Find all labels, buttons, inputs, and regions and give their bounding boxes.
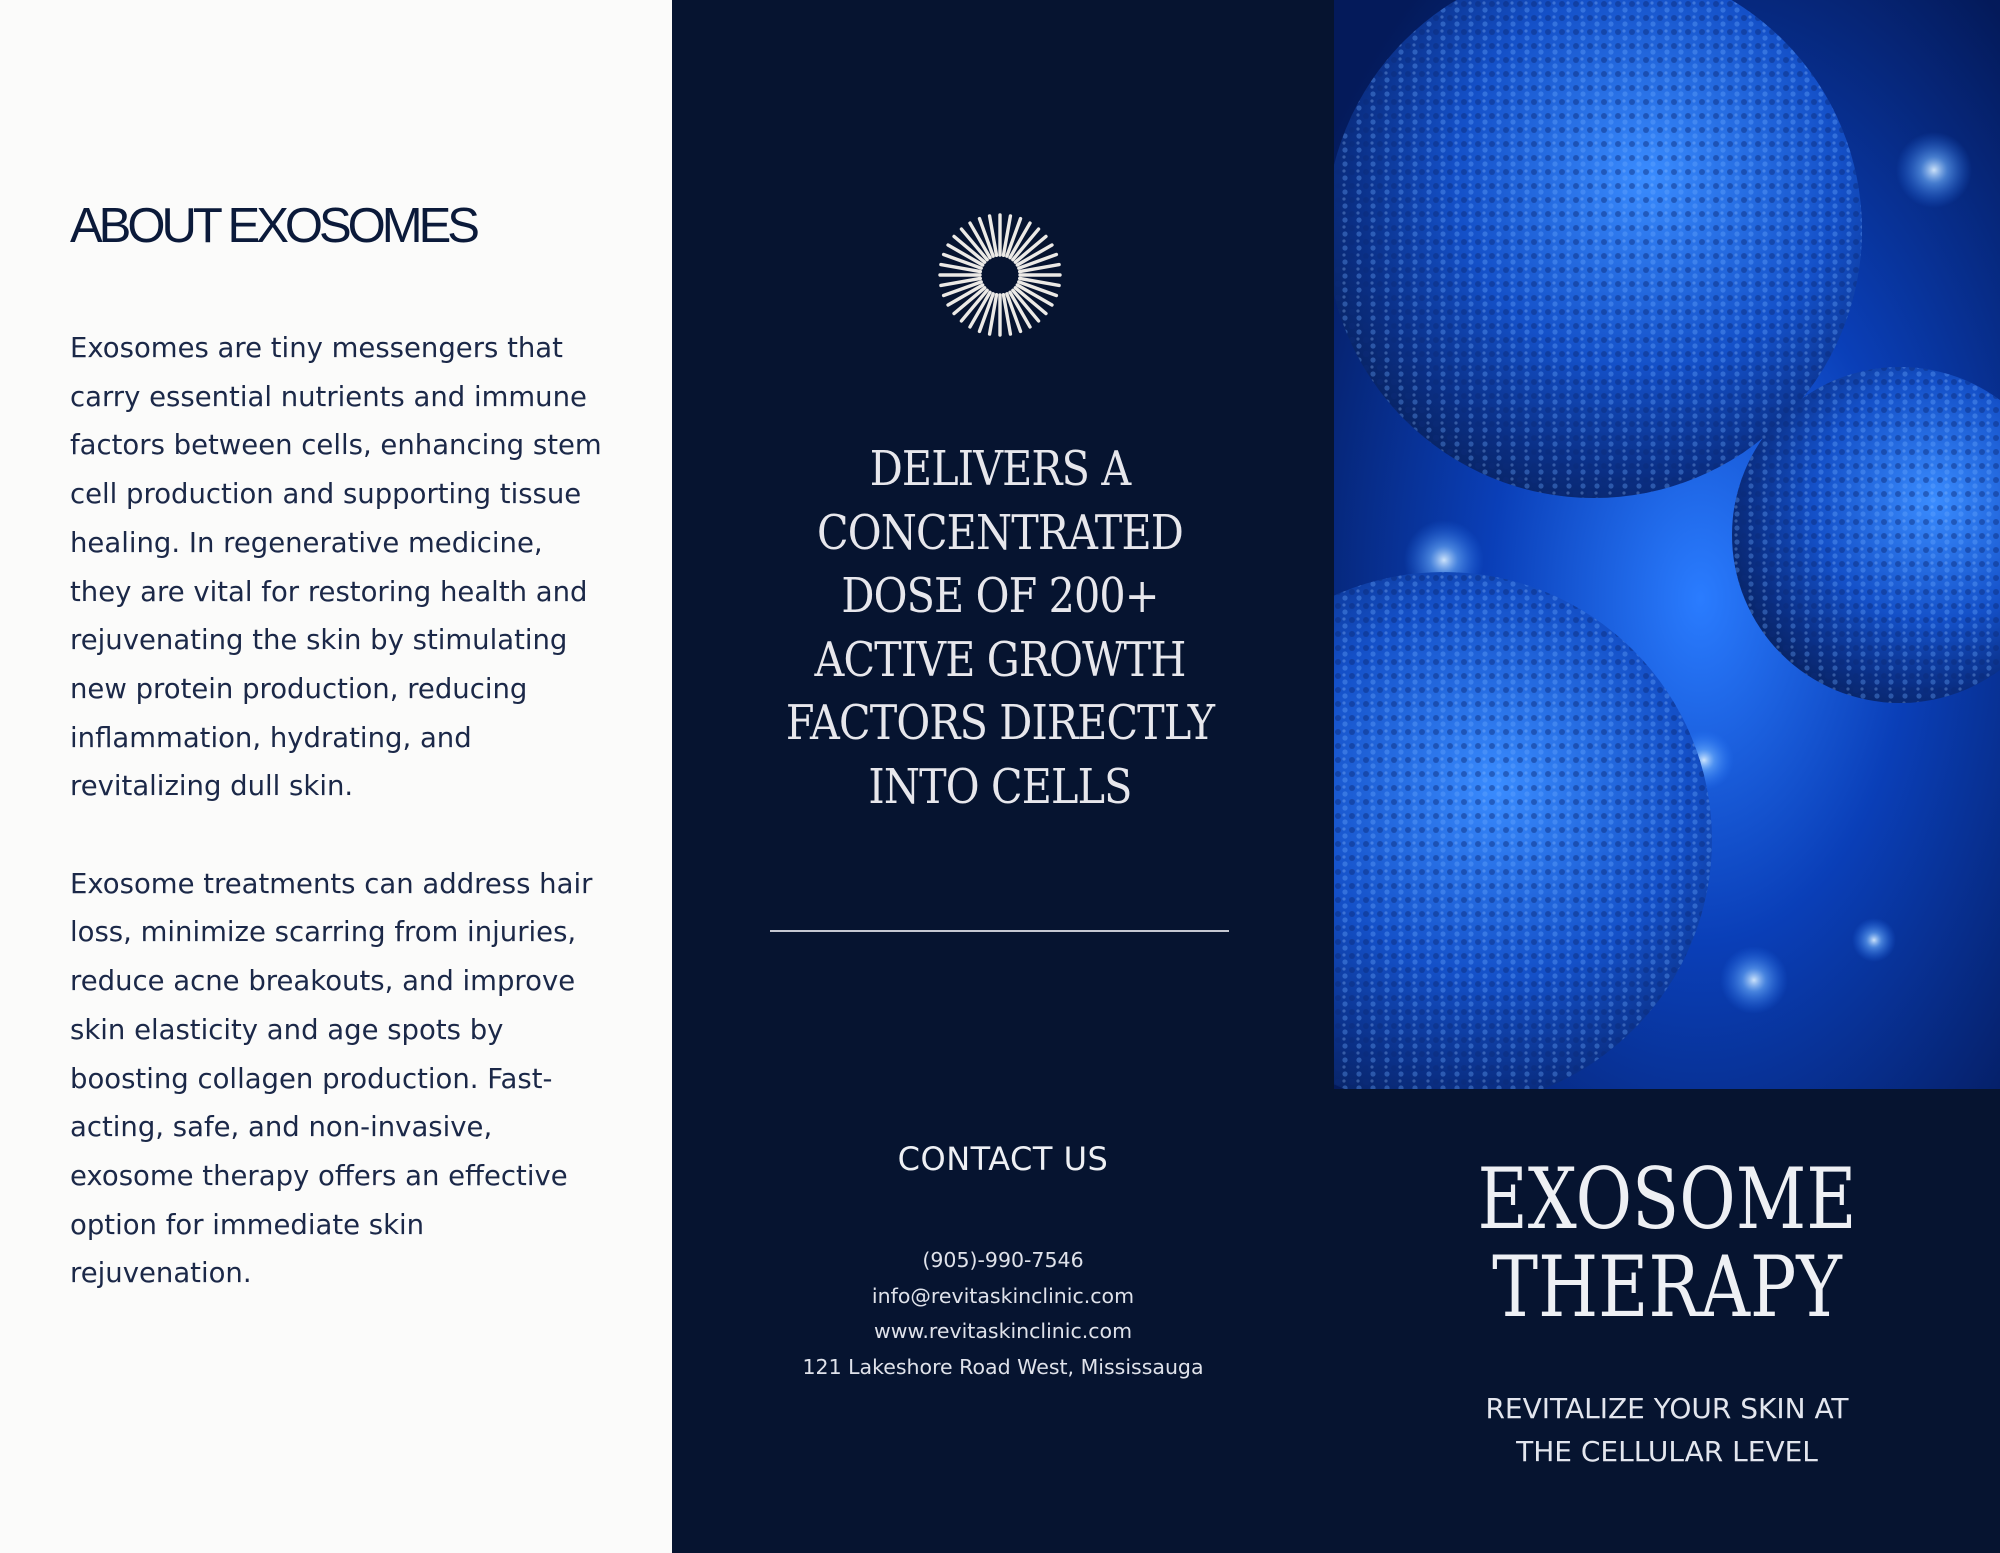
cover-title-line-1: EXOSOME bbox=[1477, 1150, 1857, 1248]
contact-phone: (905)-990-7546 bbox=[922, 1248, 1084, 1272]
contact-email: info@revitaskinclinic.com bbox=[871, 1283, 1135, 1308]
contact-website: www.revitaskinclinic.com bbox=[873, 1319, 1133, 1344]
about-paragraph-2: Exosome treatments can address hair loss, minimize scarring from injuries, reduce acne breakouts, and improve skin elasticity and age spots by boosting collagen production. Fast-acting, safe, and non-invasive, exosome therapy offers an effective option for immediate skin rejuvenation. bbox=[70, 867, 593, 1290]
contact-details bbox=[672, 1243, 1334, 1386]
cover-tagline-line-1: REVITALIZE YOUR SKIN AT bbox=[1485, 1392, 1849, 1425]
cover-tagline bbox=[1334, 1387, 2000, 1473]
contact-address: 121 Lakeshore Road West, Mississauga bbox=[802, 1355, 1204, 1380]
about-body bbox=[70, 324, 610, 1298]
about-paragraph-1: Exosomes are tiny messengers that carry essential nutrients and immune factors between cells, enhancing stem cell production and supporting tissue healing. In regenerative medicine, they are vital for restoring health and rejuvenating the skin by stimulating new protein production, reducing inflammation, hydrating, and revitalizing dull skin. bbox=[70, 332, 602, 803]
cover-title bbox=[1394, 1150, 1940, 1336]
cover-title-line-2: THERAPY bbox=[1492, 1238, 1842, 1336]
contact-title: CONTACT US bbox=[897, 1140, 1109, 1178]
sunburst-icon bbox=[938, 213, 1062, 337]
headline: DELIVERS A CONCENTRATED DOSE OF 200+ ACTIVE GROWTH FACTORS DIRECTLY INTO CELLS bbox=[785, 441, 1215, 815]
cover-tagline-line-2: THE CELLULAR LEVEL bbox=[1516, 1435, 1818, 1468]
exosome-cells-image bbox=[1334, 0, 2000, 1089]
divider-line bbox=[770, 930, 1229, 932]
about-title: ABOUT EXOSOMES bbox=[70, 199, 476, 253]
